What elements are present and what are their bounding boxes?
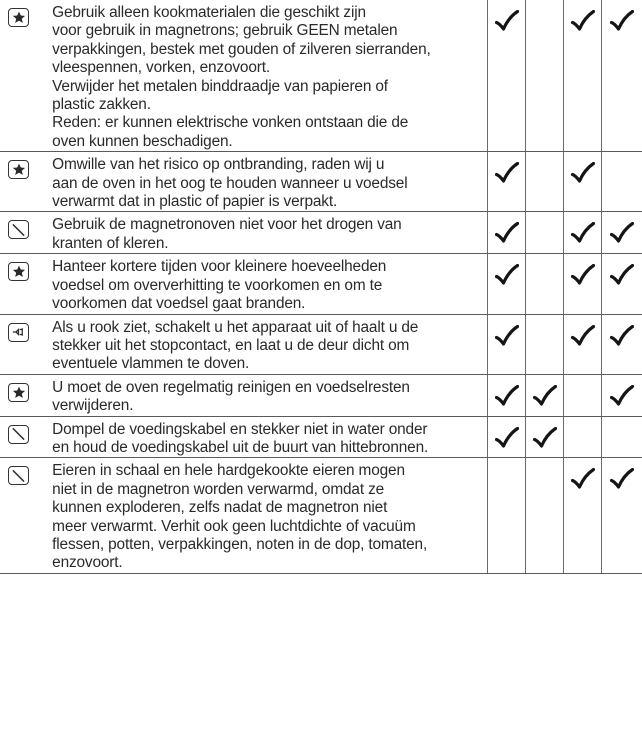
checkmark-icon [571,162,595,184]
table-row [0,212,642,254]
check-cell [564,0,602,152]
instruction-text: Gebruik de magnetronoven niet voor het drogen van kranten of kleren. [52,216,402,252]
check-cell [488,374,526,416]
icon-cell [0,0,52,152]
instruction-cell [52,314,487,374]
check-cell [602,458,642,573]
instruction-text: Gebruik alleen kookmaterialen die geschikt zijn voor gebruik in magnetrons; gebruik GEEN metalen verpakkingen, bestek met gouden of zilveren sierranden, vleespennen, vorken, enzovoort. Verwijder het metalen binddraadje van papieren of plastic zakken. Reden: er kunnen elektrische vonken ontstaan die de oven kunnen beschadigen. [52,4,431,150]
instruction-text: Dompel de voedingskabel en stekker niet in water onder en houd de voedingskabel uit de buurt van hittebronnen. [52,420,429,456]
check-cell [564,458,602,573]
check-cell [526,0,564,152]
checkmark-icon [495,222,519,244]
instruction-cell [52,458,487,573]
table-row [0,374,642,416]
star-icon [8,8,29,27]
prohibited-icon [8,466,29,485]
icon-cell [0,314,52,374]
check-cell [526,152,564,212]
check-cell [602,374,642,416]
instruction-text: Als u rook ziet, schakelt u het apparaat uit of haalt u de stekker uit het stopcontact, en laat u de deur dicht om eventuele vlammen te doven. [52,318,419,373]
instruction-text: Hanteer kortere tijden voor kleinere hoeveelheden voedsel om oververhitting te voorkomen en om te voorkomen dat voedsel gaat branden. [52,258,387,313]
check-cell [602,314,642,374]
icon-cell [0,152,52,212]
instruction-cell [52,0,487,152]
check-cell [526,374,564,416]
prohibited-icon [8,425,29,444]
check-cell [488,416,526,458]
check-cell [526,254,564,314]
check-cell [564,152,602,212]
check-cell [564,416,602,458]
check-cell [602,416,642,458]
checkmark-icon [571,10,595,32]
check-cell [602,212,642,254]
check-cell [488,152,526,212]
checkmark-icon [533,385,557,407]
instruction-cell [52,212,487,254]
prohibited-icon [8,220,29,239]
checkmark-icon [495,427,519,449]
table-row [0,314,642,374]
checkmark-icon [533,427,557,449]
checkmark-icon [571,222,595,244]
checkmark-icon [610,325,634,347]
check-cell [526,416,564,458]
check-cell [526,314,564,374]
checkmark-icon [571,264,595,286]
checkmark-icon [610,385,634,407]
star-icon [8,383,29,402]
icon-cell [0,416,52,458]
icon-cell [0,458,52,573]
table-row [0,0,642,152]
icon-cell [0,212,52,254]
check-cell [564,374,602,416]
check-cell [526,212,564,254]
checkmark-icon [571,325,595,347]
checkmark-icon [610,468,634,490]
table-row [0,458,642,573]
checkmark-icon [610,264,634,286]
check-cell [488,458,526,573]
star-icon [8,160,29,179]
check-cell [488,0,526,152]
checkmark-icon [495,264,519,286]
checkmark-icon [610,10,634,32]
check-cell [564,314,602,374]
check-cell [564,212,602,254]
check-cell [526,458,564,573]
check-cell [602,0,642,152]
check-cell [602,152,642,212]
instruction-text: Eieren in schaal en hele hardgekookte eieren mogen niet in de magnetron worden verwarmd, omdat ze kunnen exploderen, zelfs nadat de magnetron niet meer verwarmt. Verhit ook geen luchtdichte of vacuüm flessen, potten, verpakkingen, noten in de dop, tomaten, enzovoort. [52,462,428,572]
check-cell [488,212,526,254]
check-cell [488,314,526,374]
unplug-icon [8,323,29,342]
table-row [0,254,642,314]
checkmark-icon [495,162,519,184]
table-row [0,152,642,212]
check-cell [602,254,642,314]
instruction-cell [52,416,487,458]
check-cell [488,254,526,314]
icon-cell [0,374,52,416]
checkmark-icon [610,222,634,244]
table-row [0,416,642,458]
icon-cell [0,254,52,314]
checkmark-icon [571,468,595,490]
checkmark-icon [495,10,519,32]
star-icon [8,262,29,281]
instruction-cell [52,254,487,314]
instruction-text: U moet de oven regelmatig reinigen en voedselresten verwijderen. [52,378,410,415]
checkmark-icon [495,385,519,407]
check-cell [564,254,602,314]
checkmark-icon [495,325,519,347]
instruction-cell [52,152,487,212]
instruction-text: Omwille van het risico op ontbranding, raden wij u aan de oven in het oog te houden wanneer u voedsel verwarmt dat in plastic of papier is verpakt. [52,156,408,211]
instruction-cell [52,374,487,416]
